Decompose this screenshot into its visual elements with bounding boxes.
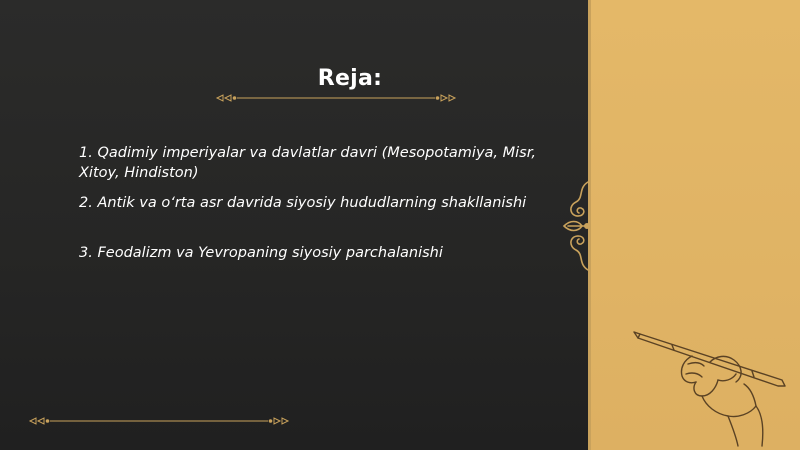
plan-item-1: 1. Qadimiy imperiyalar va davlatlar davri (Mesopotamiya, Misr, Xitoy, Hindiston)	[79, 145, 536, 181]
plan-item-2: 2. Antik va o‘rta asr davrida siyosiy hududlarning shakllanishi	[79, 195, 527, 211]
slide-title: Reja:	[317, 66, 383, 91]
bottom-divider	[28, 416, 290, 426]
flourish-scroll-icon	[560, 180, 596, 272]
plan-list	[79, 143, 559, 263]
plan-item-3: 3. Feodalizm va Yevropaning siyosiy parchalanishi	[79, 245, 443, 261]
hand-holding-pen-icon	[632, 322, 792, 447]
title-divider	[215, 93, 457, 103]
